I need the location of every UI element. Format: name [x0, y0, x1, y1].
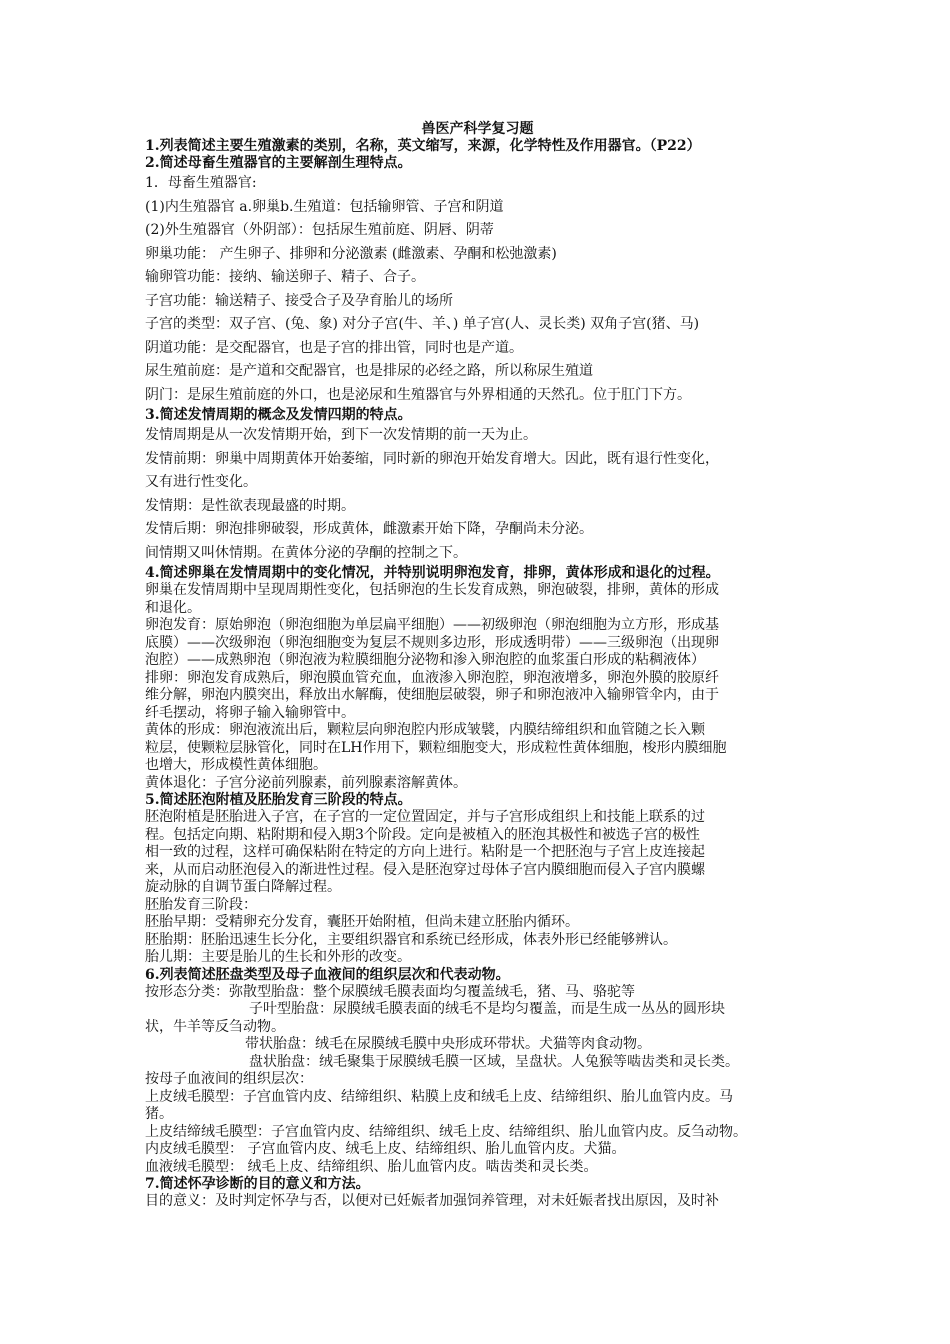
text-line: 按形态分类：弥散型胎盘：整个尿膜绒毛膜表面均匀覆盖绒毛，猪、马、骆驼等	[145, 983, 635, 1000]
document-body	[145, 120, 810, 1211]
paragraph-line: 又有进行性变化。	[145, 474, 257, 490]
paragraph-line: (1)内生殖器官 a.卵巢b.生殖道：包括输卵管、子宫和阴道	[145, 198, 504, 215]
paragraph-line: 发情周期是从一次发情期开始，到下一次发情期的前一天为止。	[145, 427, 537, 443]
question-heading: 2.简述母畜生殖器官的主要解剖生理特点。	[145, 155, 412, 171]
paragraph-line: 子宫的类型：双子宫、(兔、象) 对分子宫(牛、羊、) 单子宫(人、灵长类) 双角子宫(猪、马)	[145, 316, 700, 332]
text-line: 粒层，使颗粒层脉管化，同时在LH作用下，颗粒细胞变大，形成粒性黄体细胞，梭形内膜细胞	[145, 739, 727, 756]
text-line: 卵泡发育：原始卵泡（卵泡细胞为单层扁平细胞）——初级卵泡（卵泡细胞为立方形，形成基	[145, 617, 719, 633]
text-line: 维分解，卵泡内膜突出，释放出水解酶，使细胞层破裂，卵子和卵泡液冲入输卵管伞内，由于	[145, 687, 719, 703]
document-title: 兽医产科学复习题	[421, 121, 534, 137]
text-line: 和退化。	[145, 599, 201, 616]
question-heading: 6.列表简述胚盘类型及母子血液间的组织层次和代表动物。	[145, 966, 510, 983]
text-line: 胚胎期：胚胎迅速生长分化，主要组织器官和系统已经形成，体表外形已经能够辨认。	[145, 931, 677, 948]
paragraph-line: 发情后期：卵泡排卵破裂，形成黄体，雌激素开始下降，孕酮尚未分泌。	[145, 521, 593, 537]
text-line: 相一致的过程，这样可确保粘附在特定的方向上进行。粘附是一个把胚泡与子宫上皮连接起	[145, 844, 705, 860]
paragraph-line: 间情期又叫休情期。在黄体分泌的孕酮的控制之下。	[145, 544, 467, 561]
text-line: 子叶型胎盘：尿膜绒毛膜表面的绒毛不是均匀覆盖，而是生成一丛丛的圆形块	[249, 1001, 725, 1017]
text-line: 状，牛羊等反刍动物。	[145, 1018, 285, 1035]
text-line: 来，从而启动胚泡侵入的渐进性过程。侵入是胚泡穿过母体子宫内膜细胞而侵入子宫内膜螺	[145, 861, 705, 878]
paragraph-line: 卵巢功能： 产生卵子、排卵和分泌激素 (雌激素、孕酮和松弛激素)	[145, 245, 557, 262]
text-line: 黄体退化：子宫分泌前列腺素，前列腺素溶解黄体。	[145, 774, 467, 791]
text-line: 纤毛摆动，将卵子输入输卵管中。	[145, 704, 355, 721]
question-heading: 7.简述怀孕诊断的目的意义和方法。	[145, 1176, 370, 1192]
paragraph-line: 子宫功能：输送精子、接受合子及孕育胎儿的场所	[145, 292, 453, 309]
text-line: 胚胎发育三阶段：	[145, 896, 257, 913]
text-line: 泡腔）——成熟卵泡（卵泡液为粒膜细胞分泌物和渗入卵泡腔的血浆蛋白形成的粘稠液体）	[145, 652, 705, 668]
text-line: 血液绒毛膜型： 绒毛上皮、结缔组织、胎儿血管内皮。啮齿类和灵长类。	[145, 1158, 598, 1175]
text-line: 程。包括定向期、粘附期和侵入期3个阶段。定向是被植入的胚泡其极性和被选子宫的极性	[145, 826, 700, 843]
text-line: 上皮结缔绒毛膜型：子宫血管内皮、结缔组织、绒毛上皮、结缔组织、胎儿血管内皮。反刍动物。	[145, 1123, 747, 1140]
text-line: 胚泡附植是胚胎进入子宫，在子宫的一定位置固定，并与子宫形成组织上和技能上联系的过	[145, 809, 705, 825]
question-heading: 3.简述发情周期的概念及发情四期的特点。	[145, 407, 412, 423]
text-line: 胎儿期：主要是胎儿的生长和外形的改变。	[145, 949, 411, 965]
question-heading: 4.简述卵巢在发情周期中的变化情况，并特别说明卵泡发育，排卵，黄体形成和退化的过程。	[145, 565, 720, 581]
text-line: 胚胎早期：受精卵充分发育，囊胚开始附植，但尚未建立胚胎内循环。	[145, 914, 579, 930]
paragraph-line: 阴道功能：是交配器官，也是子宫的排出管，同时也是产道。	[145, 339, 523, 356]
paragraph-line: 1．母畜生殖器官:	[145, 175, 257, 191]
text-line: 卵巢在发情周期中呈现周期性变化，包括卵泡的生长发育成熟，卵泡破裂，排卵，黄体的形成	[145, 582, 719, 598]
paragraph-line: 阴门：是尿生殖前庭的外口，也是泌尿和生殖器官与外界相通的天然孔。位于肛门下方。	[145, 386, 691, 403]
paragraph-line: 发情前期：卵巢中周期黄体开始萎缩，同时新的卵泡开始发育增大。因此，既有退行性变化，	[145, 450, 719, 467]
text-line: 上皮绒毛膜型：子宫血管内皮、结缔组织、粘膜上皮和绒毛上皮、结缔组织、胎儿血管内皮。马	[145, 1088, 733, 1105]
text-line: 排卵：卵泡发育成熟后，卵泡膜血管充血，血液渗入卵泡腔，卵泡液增多，卵泡外膜的胶原纤	[145, 669, 719, 686]
paragraph-line: (2)外生殖器官（外阴部）：包括尿生殖前庭、阴唇、阴蒂	[145, 222, 494, 238]
paragraph-line: 发情期：是性欲表现最盛的时期。	[145, 497, 355, 514]
text-line: 底膜）——次级卵泡（卵泡细胞变为复层不规则多边形，形成透明带）——三级卵泡（出现卵	[145, 634, 719, 651]
paragraph-line: 输卵管功能：接纳、输送卵子、精子、合子。	[145, 269, 425, 285]
text-line: 猪。	[145, 1106, 173, 1122]
paragraph-line: 尿生殖前庭：是产道和交配器官，也是排尿的必经之路，所以称尿生殖道	[145, 363, 593, 379]
text-line: 黄体的形成：卵泡液流出后，颗粒层向卵泡腔内形成皱襞，内膜结缔组织和血管随之长入颗	[145, 722, 705, 738]
text-line: 也增大，形成模性黄体细胞。	[145, 757, 327, 773]
text-line: 带状胎盘：绒毛在尿膜绒毛膜中央形成环带状。犬猫等肉食动物。	[245, 1036, 651, 1052]
text-line: 内皮绒毛膜型： 子宫血管内皮、绒毛上皮、结缔组织、胎儿血管内皮。犬猫。	[145, 1141, 626, 1157]
text-line: 旋动脉的自调节蛋白降解过程。	[145, 879, 341, 895]
question-heading: 1.列表简述主要生殖激素的类别，名称，英文缩写，来源，化学特性及作用器官。（P22）	[145, 138, 701, 154]
text-line: 盘状胎盘：绒毛聚集于尿膜绒毛膜一区域，呈盘状。人兔猴等啮齿类和灵长类。	[249, 1053, 739, 1070]
question-heading: 5.简述胚泡附植及胚胎发育三阶段的特点。	[145, 792, 412, 808]
text-line: 目的意义：及时判定怀孕与否，以便对已妊娠者加强饲养管理，对未妊娠者找出原因，及时补	[145, 1193, 719, 1209]
text-line: 按母子血液间的组织层次：	[145, 1071, 313, 1087]
